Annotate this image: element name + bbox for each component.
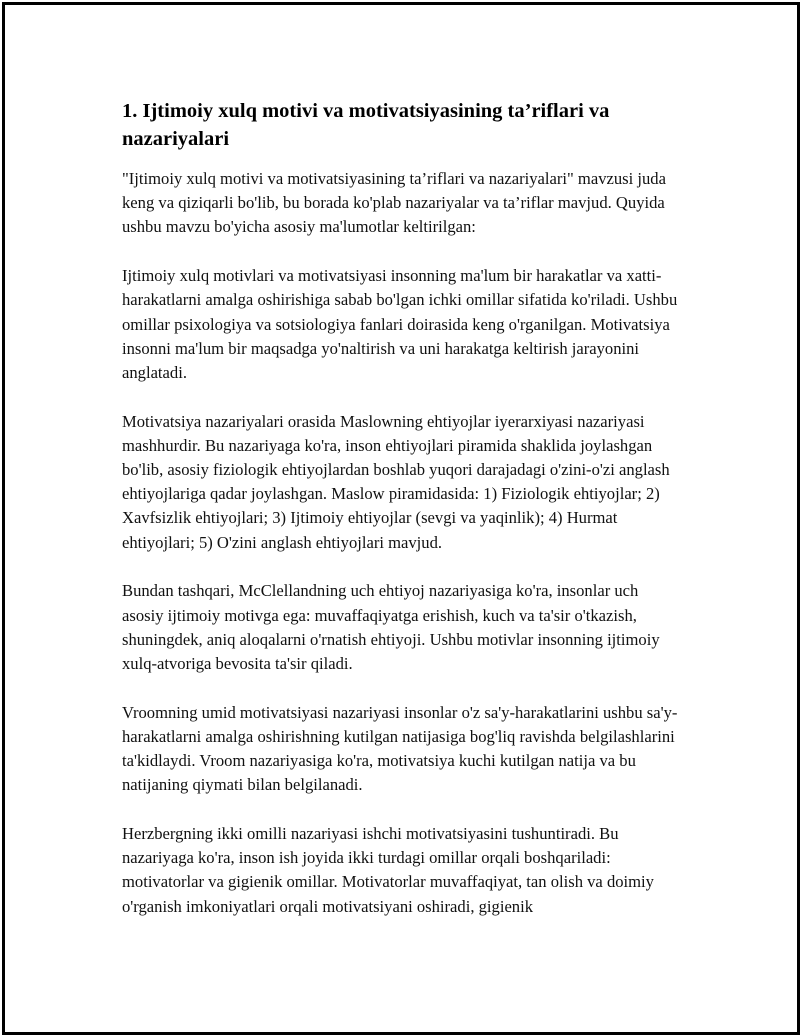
paragraph-maslow: Motivatsiya nazariyalari orasida Maslowning ehtiyojlar iyerarxiyasi nazariyasi mashhurdir. Bu nazariyaga ko'ra, inson ehtiyojlari piramida shaklida joylashgan bo'lib, asosiy fiziologik ehtiyojlardan boshlab yuqori darajadagi o'zini-o'zi anglash ehtiyojlariga qadar joylashgan. Maslow piramidasida: 1) Fiziologik ehtiyojlar; 2) Xavfsizlik ehtiyojlari; 3) Ijtimoiy ehtiyojlar (sevgi va yaqinlik); 4) Hurmat ehtiyojlari; 5) O'zini anglash ehtiyojlari mavjud. [122, 411, 670, 552]
paragraph-intro: "Ijtimoiy xulq motivi va motivatsiyasining ta’riflari va nazariyalari" mavzusi juda keng va qiziqarli bo'lib, bu borada ko'plab nazariyalar va ta’riflar mavjud. Quyida ushbu mavzu bo'yicha asosiy ma'lumotlar keltirilgan: [122, 169, 666, 237]
section-heading: 1. Ijtimoiy xulq motivi va motivatsiyasining ta’riflari va nazariyalari [122, 100, 610, 150]
paragraph-herzberg: Herzbergning ikki omilli nazariyasi ishchi motivatsiyasini tushuntiradi. Bu nazariyaga ko'ra, inson ish joyida ikki turdagi omillar orqali boshqariladi: motivatorlar va gigienik omillar. Motivatorlar muvaffaqiyat, tan olish va doimiy o'rganish imkoniyatlari orqali motivatsiyani oshiradi, gigienik [122, 823, 654, 916]
paragraph-vroom: Vroomning umid motivatsiyasi nazariyasi insonlar o'z sa'y-harakatlarini ushbu sa'y-harakatlarni amalga oshirishning kutilgan natijasiga bog'liq ravishda belgilashlarini ta'kidlaydi. Vroom nazariyasiga ko'ra, motivatsiya kuchi kutilgan natija va bu natijaning qiymati bilan belgilanadi. [122, 702, 678, 795]
document-body [122, 97, 682, 943]
paragraph-mcclelland: Bundan tashqari, McClellandning uch ehtiyoj nazariyasiga ko'ra, insonlar uch asosiy ijtimoiy motivga ega: muvaffaqiyatga erishish, kuch va ta'sir o'tkazish, shuningdek, aniq aloqalarni o'rnatish ehtiyoji. Ushbu motivlar insonning ijtimoiy xulq-atvoriga bevosita ta'sir qiladi. [122, 581, 660, 673]
paragraph-definition: Ijtimoiy xulq motivlari va motivatsiyasi insonning ma'lum bir harakatlar va xatti-harakatlarni amalga oshirishiga sabab bo'lgan ichki omillar sifatida ko'riladi. Ushbu omillar psixologiya va sotsiologiya fanlari doirasida keng o'rganilgan. Motivatsiya insonni ma'lum bir maqsadga yo'naltirish va uni harakatga keltirish jarayonini anglatadi. [122, 266, 678, 382]
page-frame [2, 2, 800, 1035]
